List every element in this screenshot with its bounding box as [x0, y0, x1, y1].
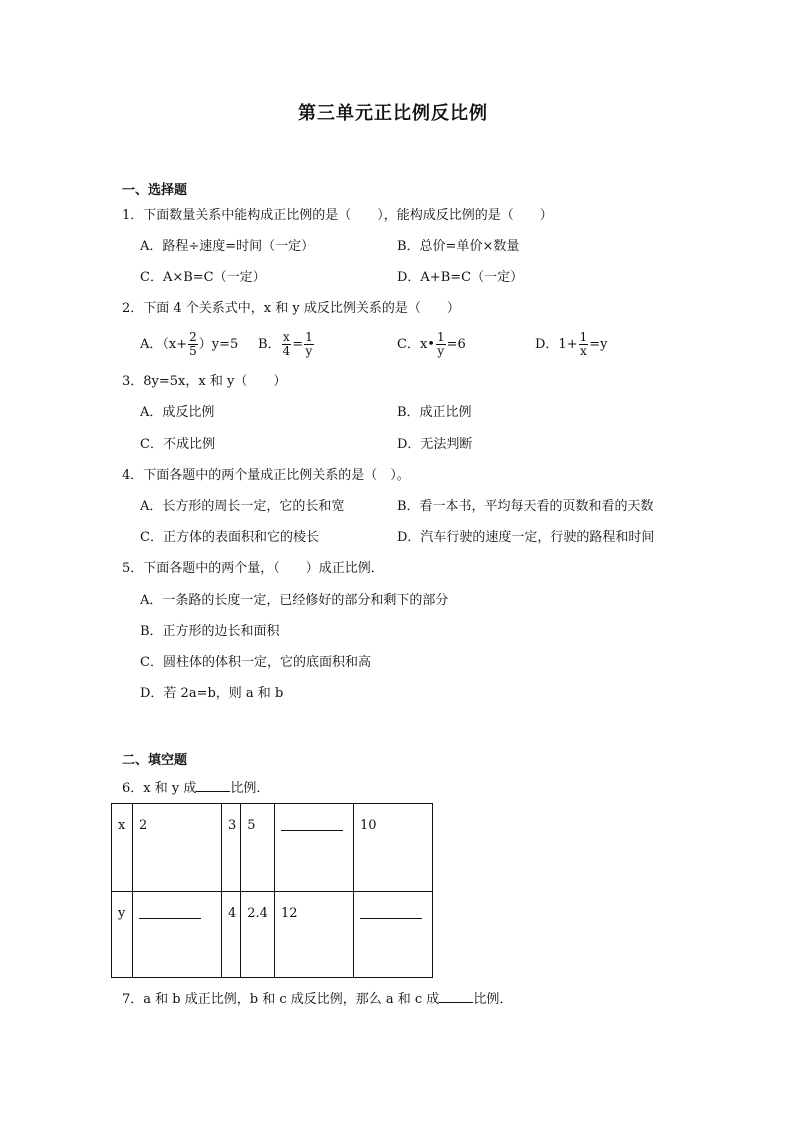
q3-option-b: B．成正比例 — [397, 405, 472, 420]
q2-option-c: C．x• $\frac{1}{y}$ =6 — [397, 330, 466, 358]
q2-option-d: D．1+ $\frac{1}{x}$ =y — [535, 330, 608, 358]
table-cell — [133, 892, 222, 978]
q5-option-c: C．圆柱体的体积一定，它的底面积和高 — [140, 655, 371, 670]
table-row — [112, 804, 433, 892]
q6-stem: 6．x 和 y 成 比例． — [122, 781, 270, 796]
q3-option-c: C．不成比例 — [140, 437, 215, 452]
q2-stem: 2．下面 4 个关系式中，x 和 y 成反比例关系的是（ ） — [122, 301, 460, 316]
page-title: 第三单元正比例反比例 — [298, 103, 488, 124]
fraction: $\frac{x}{4}$ — [282, 330, 291, 358]
fraction: $\frac{1}{y}$ — [305, 330, 313, 358]
table-cell — [274, 804, 353, 892]
q5-option-b: B．正方形的边长和面积 — [140, 624, 280, 639]
q4-option-a: A．长方形的周长一定，它的长和宽 — [140, 499, 345, 514]
q4-stem: 4．下面各题中的两个量成正比例关系的是（ ）。 — [122, 468, 410, 483]
answer-blank — [139, 906, 201, 919]
q4-option-b: B．看一本书，平均每天看的页数和看的天数 — [397, 499, 654, 514]
q2-option-b: B． $\frac{x}{4}$ = $\frac{1}{y}$ — [258, 330, 313, 358]
table-cell: 3 — [222, 804, 241, 892]
q7-stem: 7．a 和 b 成正比例，b 和 c 成反比例，那么 a 和 c 成 比例． — [122, 992, 513, 1007]
q4-option-d: D．汽车行驶的速度一定，行驶的路程和时间 — [397, 530, 655, 545]
q1-option-a: A．路程÷速度=时间（一定） — [140, 239, 315, 254]
q6-table — [111, 803, 433, 978]
q1-option-c: C．A×B=C（一定） — [140, 270, 266, 285]
q1-option-b: B．总价=单价×数量 — [397, 239, 520, 254]
q4-option-c: C．正方体的表面积和它的棱长 — [140, 530, 319, 545]
table-cell: 2.4 — [241, 892, 275, 978]
q1-option-d: D．A+B=C（一定） — [397, 270, 524, 285]
section-fill-heading: 二、填空题 — [122, 753, 188, 768]
answer-blank — [196, 779, 230, 792]
q3-option-d: D．无法判断 — [397, 437, 473, 452]
fraction: $\frac{1}{y}$ — [436, 330, 445, 358]
table-cell: 12 — [274, 892, 353, 978]
answer-blank — [439, 990, 473, 1003]
answer-blank — [281, 818, 343, 831]
q3-option-a: A．成反比例 — [140, 405, 215, 420]
table-cell: y — [112, 892, 133, 978]
section-choice-heading: 一、选择题 — [122, 183, 188, 198]
q5-option-a: A．一条路的长度一定，已经修好的部分和剩下的部分 — [140, 593, 449, 608]
q3-stem: 3．8y=5x，x 和 y（ ） — [122, 374, 287, 389]
table-row — [112, 892, 433, 978]
q5-stem: 5．下面各题中的两个量，（ ）成正比例． — [122, 561, 384, 576]
q5-option-d: D．若 2a=b，则 a 和 b — [140, 686, 284, 701]
table-cell: 10 — [353, 804, 432, 892]
table-cell: x — [112, 804, 133, 892]
table-cell: 5 — [241, 804, 275, 892]
table-cell: 4 — [222, 892, 241, 978]
q2-option-a: A．（x+ $\frac{2}{5}$ ）y=5 — [140, 330, 239, 358]
q1-stem: 1．下面数量关系中能构成正比例的是（ ），能构成反比例的是（ ） — [122, 208, 553, 223]
fraction: $\frac{2}{5}$ — [189, 330, 197, 358]
fraction: $\frac{1}{x}$ — [579, 330, 588, 358]
answer-blank — [360, 906, 422, 919]
table-cell — [353, 892, 432, 978]
table-cell: 2 — [133, 804, 222, 892]
